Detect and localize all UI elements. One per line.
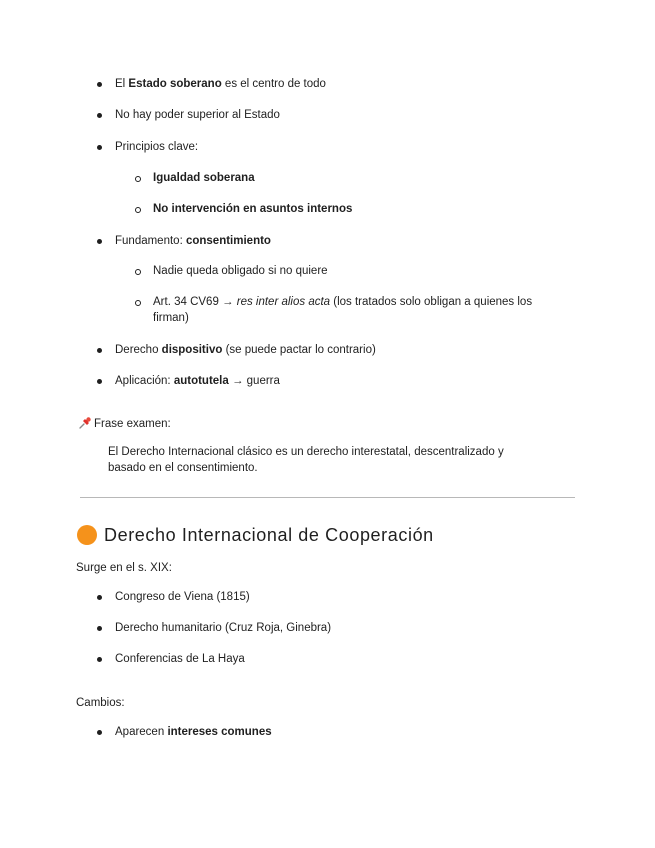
bullet-marker (97, 730, 102, 735)
text-segment: Surge en el s. XIX: (76, 562, 172, 574)
text-segment: Frase examen: (94, 418, 171, 430)
text-segment: Congreso de Viena (1815) (115, 591, 250, 603)
text-segment: El (115, 78, 129, 90)
text-segment: Principios clave: (115, 141, 199, 153)
bullet-marker (97, 626, 102, 631)
paragraph (76, 695, 125, 711)
bullet-marker (97, 379, 102, 384)
text-segment: Conferencias de La Haya (115, 653, 245, 665)
horizontal-divider (80, 497, 575, 498)
orange-circle-icon (77, 525, 97, 545)
bold-text: autotutela (173, 375, 229, 387)
sub-bullet-marker (135, 269, 141, 275)
text-segment: es el centro de todo (221, 78, 326, 90)
text-segment: Fundamento: (115, 235, 186, 247)
text-segment: No hay poder superior al Estado (115, 109, 280, 121)
list-item (115, 139, 198, 155)
text-segment: El Derecho Internacional clásico es un derecho interestatal, descentralizado y (108, 446, 504, 458)
text-segment: Aplicación: (115, 375, 174, 387)
list-item (115, 589, 250, 605)
frase-label (94, 416, 171, 432)
bold-text: consentimiento (185, 235, 271, 247)
sub-bullet-marker (135, 207, 141, 213)
list-item (115, 107, 280, 123)
list-item-continuation (153, 310, 189, 326)
quote-line (108, 444, 504, 460)
text-segment: Nadie queda obligado si no quiere (153, 265, 328, 277)
list-item (115, 76, 326, 92)
list-item (153, 170, 255, 186)
section-heading: Derecho Internacional de Cooperación (104, 525, 434, 545)
bullet-marker (97, 595, 102, 600)
list-item (115, 342, 376, 358)
bullet-marker (97, 239, 102, 244)
bullet-marker (97, 657, 102, 662)
sub-bullet-marker (135, 176, 141, 182)
quote-line (108, 460, 258, 476)
list-item (115, 373, 280, 389)
text-segment: Aparecen (115, 726, 168, 738)
text-segment: → guerra (228, 375, 280, 387)
list-item (115, 233, 271, 249)
text-segment: basado en el consentimiento. (108, 462, 258, 474)
list-item (115, 620, 331, 636)
bold-text: Igualdad soberana (153, 172, 255, 184)
text-segment: Derecho (115, 344, 162, 356)
bold-text: intereses comunes (167, 726, 272, 738)
text-segment: (los tratados solo obligan a quienes los (330, 296, 533, 308)
bold-text: dispositivo (161, 344, 223, 356)
list-item (153, 263, 328, 279)
text-segment: Cambios: (76, 697, 125, 709)
bullet-marker (97, 113, 102, 118)
italic-text: res inter alios acta (236, 296, 331, 308)
bold-text: Estado soberano (128, 78, 222, 90)
pushpin-icon (78, 416, 92, 430)
bullet-marker (97, 145, 102, 150)
bold-text: No intervención en asuntos internos (153, 203, 353, 215)
list-item (115, 651, 245, 667)
bullet-marker (97, 82, 102, 87)
list-item (153, 201, 352, 217)
paragraph (76, 560, 172, 576)
text-segment: firman) (153, 312, 189, 324)
text-segment: Derecho humanitario (Cruz Roja, Ginebra) (115, 622, 332, 634)
list-item (115, 724, 272, 740)
bullet-marker (97, 348, 102, 353)
text-segment: Art. 34 CV69 → (153, 296, 237, 308)
text-segment: (se puede pactar lo contrario) (222, 344, 376, 356)
sub-bullet-marker (135, 300, 141, 306)
list-item (153, 294, 532, 310)
